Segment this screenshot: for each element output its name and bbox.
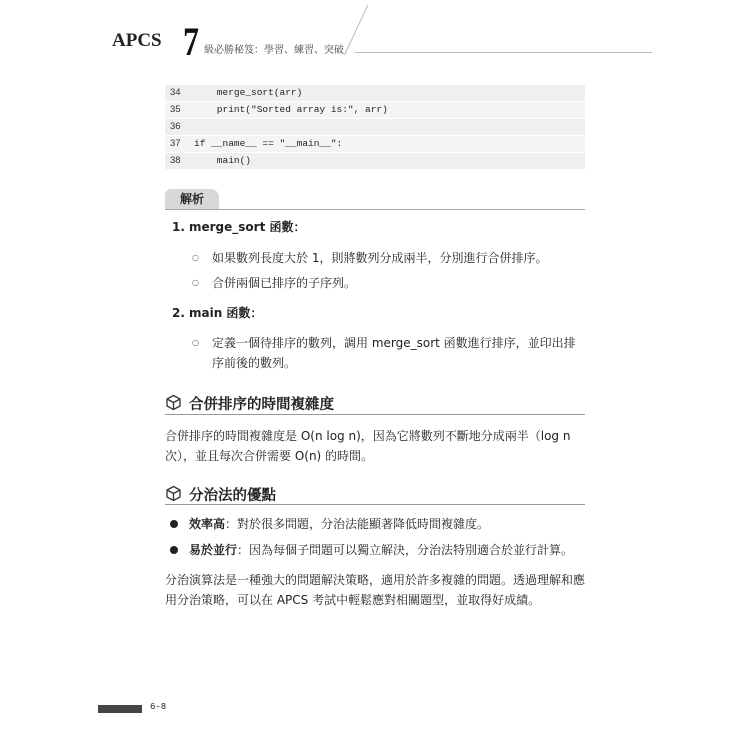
line-number: 36: [170, 121, 181, 132]
cube-icon: [165, 485, 182, 506]
code-line: [165, 119, 585, 135]
code-line: [165, 153, 585, 169]
code-line: [165, 102, 585, 118]
bullet-item: [189, 540, 573, 560]
circle-bullet-icon: ○: [192, 278, 199, 287]
analysis-tab: 解析: [165, 189, 219, 209]
code-line: [165, 85, 585, 101]
code-line: [165, 136, 585, 152]
bullet-text: 定義一個待排序的數列，調用 merge_sort 函數進行排序，並印出排序前後的數列。: [212, 336, 576, 370]
circle-bullet-icon: ○: [192, 253, 199, 262]
section-heading: 合併排序的時間複雜度: [189, 397, 334, 413]
bullet-label: 效率高: [189, 517, 226, 531]
code-text: print("Sorted array is:", arr): [194, 104, 388, 115]
cube-icon: [165, 394, 182, 415]
paragraph: 合併排序的時間複雜度是 O(n log n)，因為它將數列不斷地分成兩半（log n 次），並且每次合併需要 O(n) 的時間。: [165, 429, 571, 463]
analysis-rule: [165, 209, 585, 210]
code-block: [165, 85, 585, 170]
footer-bar: [98, 705, 142, 713]
bullet-text: ：因為每個子問題可以獨立解決，分治法特別適合於並行計算。: [237, 543, 574, 557]
paragraph: 分治演算法是一種強大的問題解決策略，適用於許多複雜的問題。透過理解和應用分治策略，可以在 APCS 考試中輕鬆應對相關題型，並取得好成績。: [165, 573, 586, 607]
item-number: 1.: [172, 220, 185, 234]
header-rule: [355, 52, 652, 53]
code-text: merge_sort(arr): [194, 87, 303, 98]
book-brand: APCS: [112, 30, 162, 51]
header-decor-line: [344, 5, 368, 55]
bullet-text: ：對於很多問題，分治法能顯著降低時間複雜度。: [225, 517, 490, 531]
bullet-text: 合併兩個已排序的子序列。: [212, 276, 357, 290]
bullet-dot-icon: [170, 546, 178, 554]
line-number: 37: [170, 138, 181, 149]
line-number: 35: [170, 104, 181, 115]
bullet-text: 如果數列長度大於 1，則將數列分成兩半，分別進行合併排序。: [212, 251, 548, 265]
code-text: main(): [194, 155, 252, 166]
line-number: 38: [170, 155, 181, 166]
book-number: 7: [183, 19, 199, 64]
book-subtitle: 級必勝秘笈：學習、練習、突破: [204, 45, 344, 56]
item-title: main 函數：: [189, 306, 263, 320]
bullet-dot-icon: [170, 520, 178, 528]
section-rule: [165, 414, 585, 415]
section-heading: 分治法的優點: [189, 488, 276, 504]
section-rule: [165, 504, 585, 505]
item-title: merge_sort 函數：: [189, 220, 306, 234]
bullet-item: [189, 514, 489, 534]
code-text: if __name__ == "__main__":: [194, 138, 343, 149]
line-number: 34: [170, 87, 181, 98]
item-number: 2.: [172, 306, 185, 320]
page-number: 6-8: [150, 702, 167, 712]
bullet-label: 易於並行: [189, 543, 238, 557]
circle-bullet-icon: ○: [192, 338, 199, 347]
